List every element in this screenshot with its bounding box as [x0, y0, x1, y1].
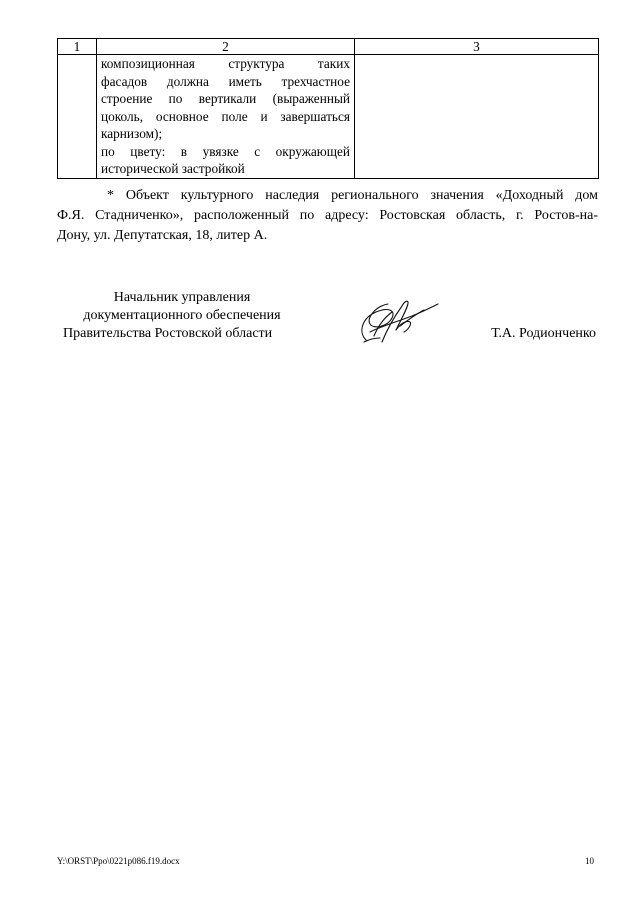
page-number: 10	[585, 856, 594, 866]
cell-line: композиционная структура таких	[101, 56, 350, 71]
position-line: Правительства Ростовской области	[63, 326, 273, 341]
signatory-position	[57, 289, 307, 343]
table-cell-col1	[58, 55, 97, 179]
footnote-line: Ф.Я. Стадниченко», расположенный по адресу: Ростовская область, г. Ростов-на-	[57, 208, 598, 223]
handwritten-signature	[352, 296, 442, 348]
cell-line: строение по вертикали (выраженный	[101, 91, 350, 106]
cell-line: по цвету: в увязке с окружающей	[101, 143, 350, 159]
table-header-cell-3: 3	[355, 39, 599, 55]
table-header-row	[58, 39, 599, 55]
position-line: документационного обеспечения	[83, 308, 281, 323]
footer-file-path: Y:\ORST\Ppo\0221p086.f19.docx	[57, 856, 180, 866]
cell-line: цоколь, основное поле и завершаться	[101, 108, 350, 124]
table-cell-col2	[97, 55, 355, 179]
requirements-table	[57, 38, 599, 179]
cell-line: фасадов должна иметь трехчастное	[101, 73, 350, 89]
table-header-cell-2: 2	[97, 39, 355, 55]
footnote-line: Дону, ул. Депутатская, 18, литер А.	[57, 228, 268, 243]
table-row	[58, 55, 599, 179]
signatory-name: Т.А. Родионченко	[491, 326, 596, 341]
footnote	[57, 186, 598, 246]
table-cell-col3	[355, 55, 599, 179]
table-header-cell-1: 1	[58, 39, 97, 55]
cell-line: карнизом);	[101, 126, 163, 141]
footnote-line: * Объект культурного наследия регионального значения «Доходный дом	[107, 188, 598, 203]
cell-line: исторической застройкой	[101, 161, 245, 176]
position-line: Начальник управления	[113, 290, 251, 305]
